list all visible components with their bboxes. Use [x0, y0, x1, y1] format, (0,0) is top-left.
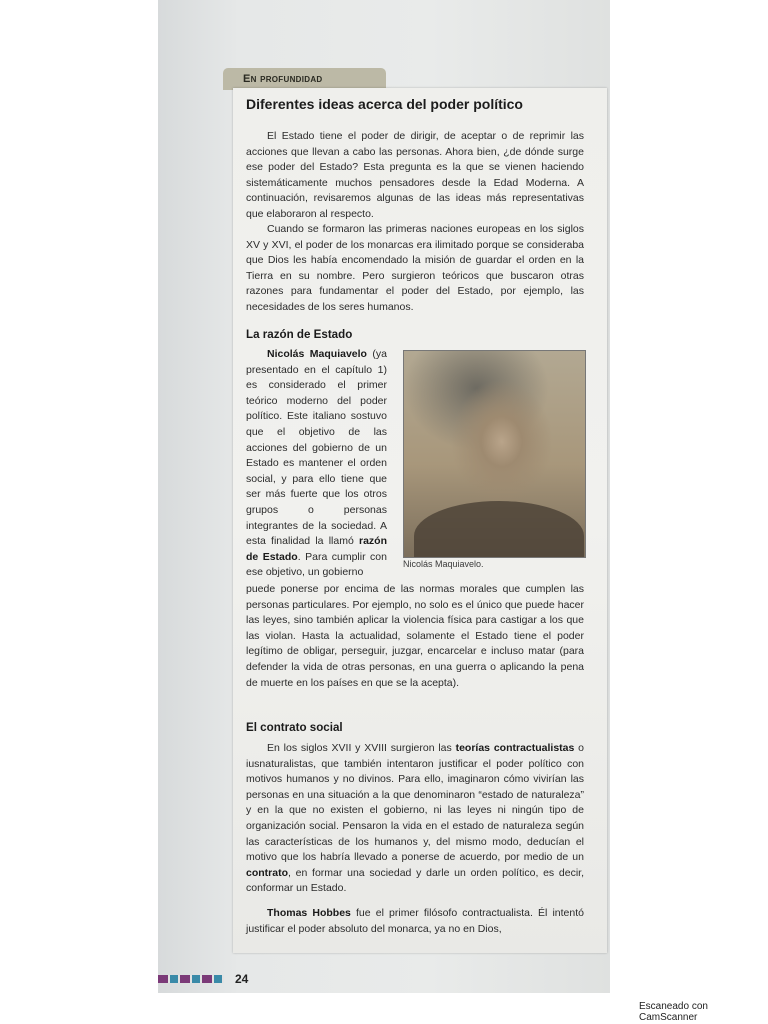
hobbes-paragraph: Thomas Hobbes fue el primer filósofo contractualista. Él intentó justificar el poder absoluto del monarca, ya no en Dios,: [246, 907, 584, 935]
hobbes-name: Thomas Hobbes: [267, 907, 351, 919]
heading-razon-de-estado: La razón de Estado: [246, 328, 353, 341]
term-contrato: contrato: [246, 866, 288, 879]
intro-paragraph-1: El Estado tiene el poder de dirigir, de aceptar o de reprimir las acciones que llevan a cabo las personas. Ahora bien, ¿de dónde surge ese poder del Estado? Esta pregunta es la que se vienen haciendo sistemáticamente muchos pensadores desde la Edad Moderna. A continuación, revisaremos algunas de las ideas más representativas que elaboraron al respecto.: [246, 130, 584, 220]
maquiavelo-portrait: [403, 350, 586, 558]
maquiavelo-column-text: Nicolás Maquiavelo (ya presentado en el capítulo 1) es considerado el primer teórico moderno del poder político. Este italiano sostuvo que el objetivo de las acciones del gobierno de un Estado es mantener el orden social, y para ello tiene que ser más fuerte que los otros grupos o personas integrantes de la sociedad. A esta finalidad la llamó razón de Estado. Para cumplir con ese objetivo, un gobierno: [246, 348, 387, 579]
term-razon-de-estado: razón de Estado: [246, 535, 387, 563]
page-title: Diferentes ideas acerca del poder político: [246, 96, 523, 112]
footer-color-bar: [158, 975, 224, 983]
page-number: 24: [235, 972, 249, 986]
term-teorias-contractualistas: teorías contractualistas: [455, 742, 575, 754]
photo-caption: Nicolás Maquiavelo.: [403, 559, 484, 569]
section-tab-label: En profundidad: [243, 73, 323, 85]
scanner-watermark: Escaneado con CamScanner: [639, 1001, 708, 1023]
intro-paragraph-2: Cuando se formaron las primeras naciones europeas en los siglos XV y XVI, el poder de los monarcas era ilimitado porque se consideraba que Dios les había encomendado la misión de guardar el orden en la Tierra en su nombre. Pero surgieron teóricos que buscaron otras razones para fundamentar el poder del Estado, por ejemplo, las necesidades de los seres humanos.: [246, 223, 584, 313]
contrato-paragraph: En los siglos XVII y XVIII surgieron las teorías contractualistas o iusnaturalistas, que también intentaron justificar el poder político con motivos humanos y no divinos. Para ello, imaginaron cómo vivirían las personas en una situación a la que denominaron “estado de naturaleza” y en la que no existen el gobierno, ni las leyes ni ningún tipo de organización social. Pensaron la vida en el estado de naturaleza según las características de los humanos y, del mismo modo, deducían el motivo que los habría llevado a ponerse de acuerdo, por medio de un contrato, en formar una sociedad y darle un orden político, es decir, conformar un Estado.: [246, 742, 585, 895]
heading-contrato-social: El contrato social: [246, 721, 343, 734]
maquiavelo-name: Nicolás Maquiavelo: [267, 348, 367, 360]
section-tab: [223, 68, 386, 90]
maquiavelo-continued: puede ponerse por encima de las normas morales que cumplen las personas particulares. Por ejemplo, no solo es el único que puede hacer las leyes, sino también aplicar la violencia física para castigar a los que las violan. Hasta la actualidad, solamente el Estado tiene el poder legítimo de obligar, perseguir, juzgar, encarcelar e incluso matar (para defender la vida de otras personas, en una guerra o aplicando la pena de muerte en los países en que se la acepta).: [246, 583, 584, 689]
